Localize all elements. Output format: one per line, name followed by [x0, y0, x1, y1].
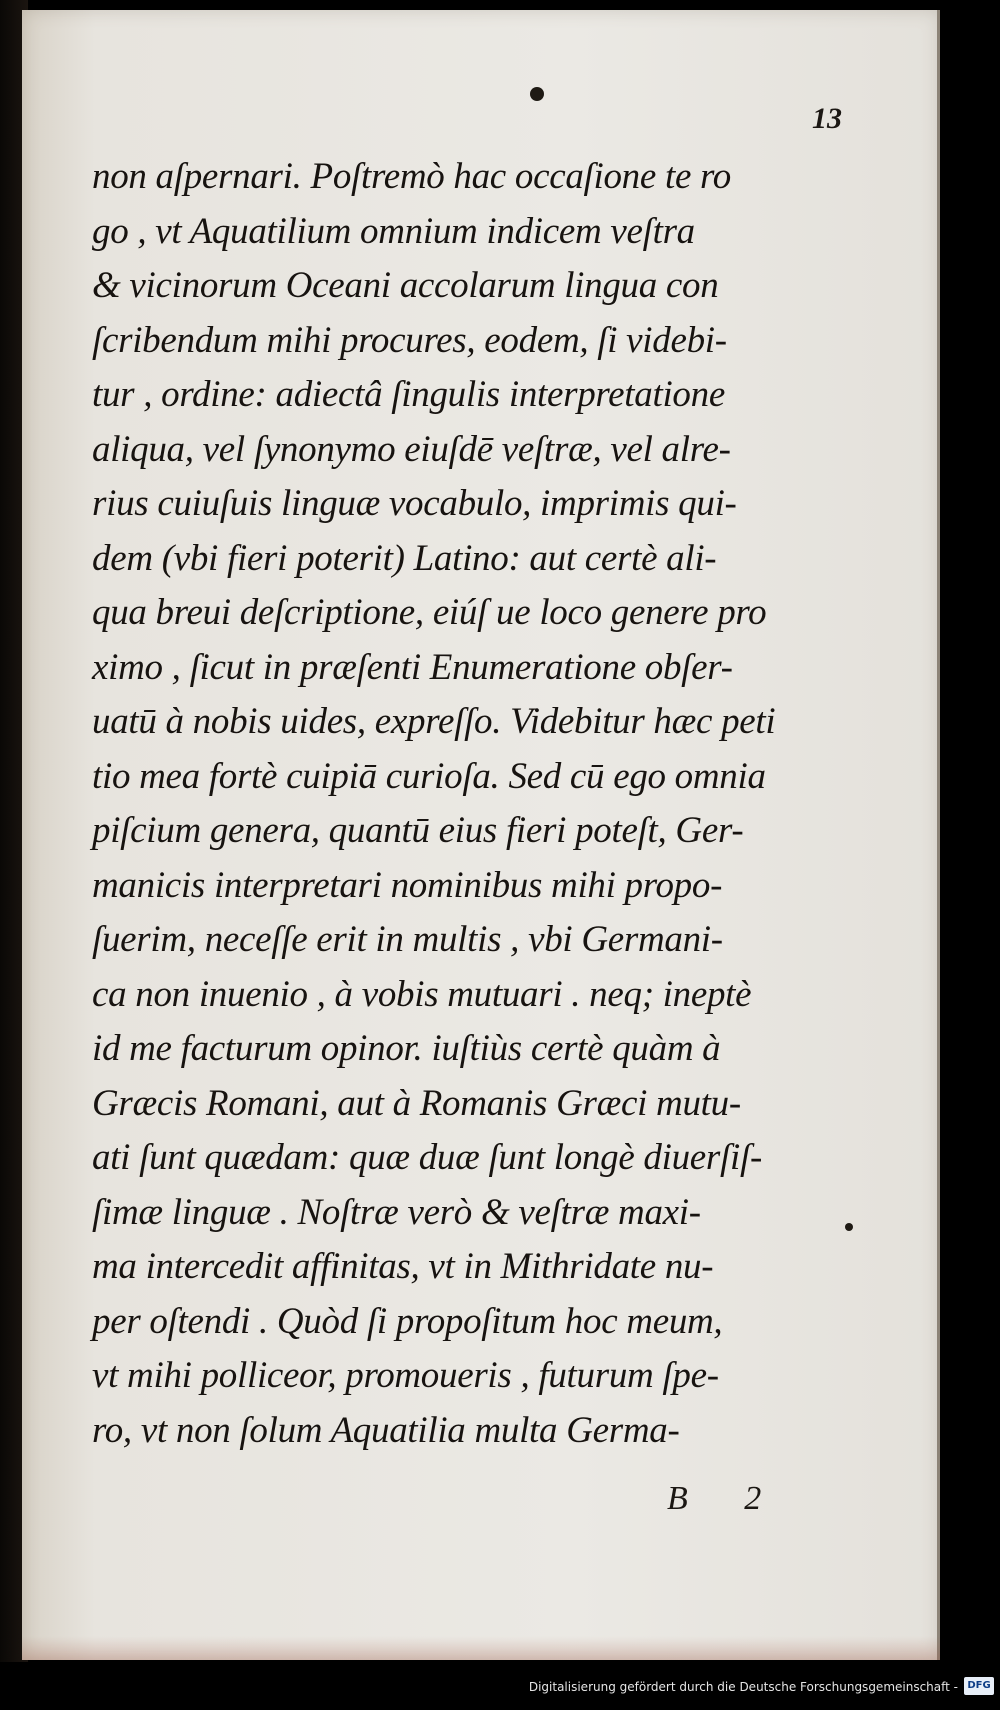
page-number: 13 [812, 102, 842, 135]
text-line-3: & vicinorum Oceani accolarum lingua con [92, 265, 719, 306]
text-line-7: rius cuiuſuis linguæ vocabulo, imprimis qui- [92, 483, 737, 524]
page-bottom-tint [22, 1636, 940, 1660]
text-line-23: vt mihi polliceor, promoueris , futurum ſpe- [92, 1355, 719, 1396]
text-line-14: manicis interpretari nominibus mihi propo- [92, 864, 723, 906]
text-line-22: per oſtendi . Quòd ſi propoſitum hoc meum, [92, 1300, 723, 1342]
signature-mark: B 2 [667, 1480, 786, 1517]
text-line-1: non aſpernari. Poſtremò hac occaſione te ro [92, 156, 731, 197]
dfg-logo-badge: DFG [964, 1677, 994, 1695]
margin-mark-dot [845, 1223, 853, 1231]
page-edge [937, 10, 940, 1660]
text-line-9: qua breui deſcriptione, eiúſ ue loco genere pro [92, 592, 767, 633]
text-line-17: id me facturum opinor. iuſtiùs certè quàm à [92, 1028, 721, 1069]
text-line-15: ſuerim, neceſſe erit in multis , vbi Germani- [92, 919, 723, 960]
text-line-12: tio mea fortè cuipiā curioſa. Sed cū ego omnia [92, 755, 766, 797]
book-page [22, 10, 940, 1660]
text-line-5: tur , ordine: adiectâ ſingulis interpretatione [92, 374, 725, 415]
text-line-16: ca non inuenio , à vobis mutuari . neq; ineptè [92, 973, 752, 1015]
ornament-dot [530, 87, 544, 101]
text-line-8: dem (vbi fieri poterit) Latino: aut certè ali- [92, 537, 717, 579]
page-text [92, 150, 852, 1458]
text-line-11: uatū à nobis uides, expreſſo. Videbitur hæc peti [92, 701, 776, 742]
text-line-24: ro, vt non ſolum Aquatilia multa Germa- [92, 1409, 680, 1451]
text-line-2: go , vt Aquatilium omnium indicem veſtra [92, 210, 695, 252]
text-line-18: Græcis Romani, aut à Romanis Græci mutu- [92, 1082, 741, 1124]
text-line-4: ſcribendum mihi procures, eodem, ſi videbi- [92, 319, 727, 361]
text-line-19: ati ſunt quædam: quæ duæ ſunt longè diuerſiſ- [92, 1137, 762, 1178]
text-line-20: ſimæ linguæ . Noſtræ verò & veſtræ maxi- [92, 1191, 701, 1233]
digitization-footer [0, 1662, 1000, 1710]
text-line-6: aliqua, vel ſynonymo eiuſdē veſtræ, vel alre- [92, 428, 731, 470]
footer-credit: Digitalisierung gefördert durch die Deutsche Forschungsgemeinschaft - [528, 1680, 958, 1694]
text-line-21: ma intercedit affinitas, vt in Mithridate nu- [92, 1246, 714, 1287]
text-line-13: piſcium genera, quantū eius fieri poteſt, Ger- [92, 810, 744, 851]
text-line-10: ximo , ſicut in præſenti Enumeratione obſer- [92, 646, 733, 688]
